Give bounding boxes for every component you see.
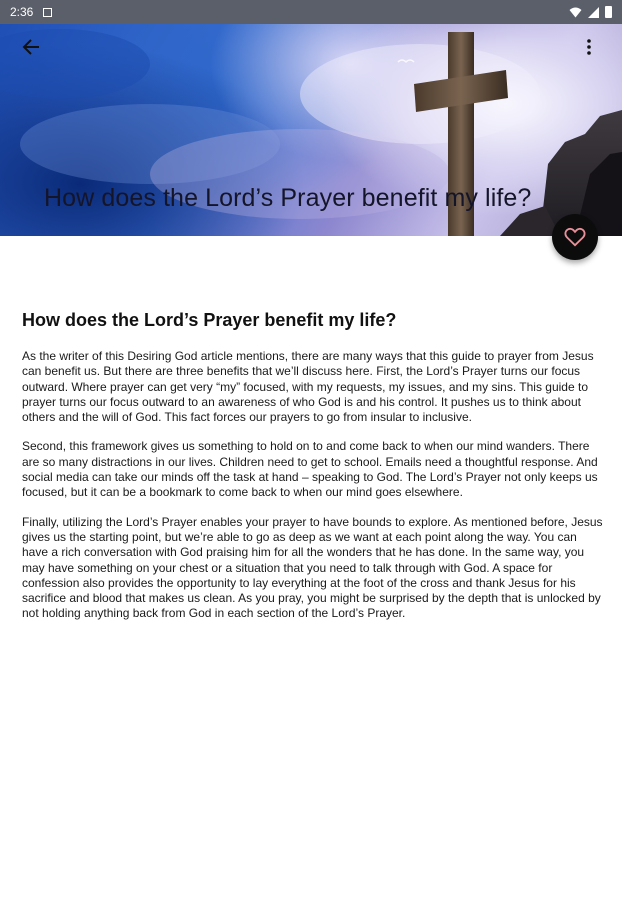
wifi-icon — [569, 7, 582, 18]
status-left — [10, 5, 52, 19]
arrow-back-icon — [22, 38, 40, 56]
more-options-button[interactable] — [586, 38, 606, 62]
more-vert-icon — [586, 38, 592, 56]
status-bar — [0, 0, 622, 24]
back-button[interactable] — [22, 38, 46, 62]
toolbar-title: How does the Lord’s Prayer benefit my life? — [44, 184, 532, 212]
heart-outline-icon — [564, 227, 586, 247]
article-paragraph-1: As the writer of this Desiring God article mentions, there are many ways that this guide to prayer from Jesus can benefit us. But there are three benefits that we’ll discuss here. First, the Lord’s Prayer turns our focus outward. Where prayer can get very “my” focused, with my requests, my issues, and my sins. This guide to prayer turns our focus outward to an awareness of who God is and his control. It pushes us to think about others and the will of God. This fact forces our prayers to go from insular to inclusive. — [22, 349, 594, 425]
article-paragraph-2: Second, this framework gives us something to hold on to and come back to when our mind wanders. There are so many distractions in our lives. Children need to get to school. Emails need a thoughtful response. And social media can take our minds off the task at hand – speaking to God. The Lord’s Prayer not only keeps us focused, but it can be a bookmark to come back to when our mind goes elsewhere. — [22, 439, 598, 500]
article-content — [22, 310, 604, 636]
article-paragraph-3: Finally, utilizing the Lord’s Prayer enables your prayer to have bounds to explore. As mentioned before, Jesus gives us the starting point, but we’re able to go as deep as we want at each point along the way. You can have a rich conversation with God praising him for all the wonders that he has done. In the same way, you may have something on your chest or a situation that you need to talk through with God. A space for confession also provides the opportunity to lay everything at the foot of the cross and thank Jesus for his sacrifice and blood that makes us clean. As you pray, you might be surprised by the depth that is unlocked by not holding anything back from God in each section of the Lord’s Prayer. — [22, 514, 603, 621]
header-banner — [0, 24, 622, 236]
favorite-button[interactable] — [552, 214, 598, 260]
notification-icon — [43, 8, 52, 17]
article-title: How does the Lord’s Prayer benefit my life? — [22, 310, 397, 330]
status-right — [569, 6, 612, 18]
battery-icon — [605, 6, 612, 18]
signal-icon — [588, 7, 599, 18]
status-time: 2:36 — [10, 5, 34, 19]
